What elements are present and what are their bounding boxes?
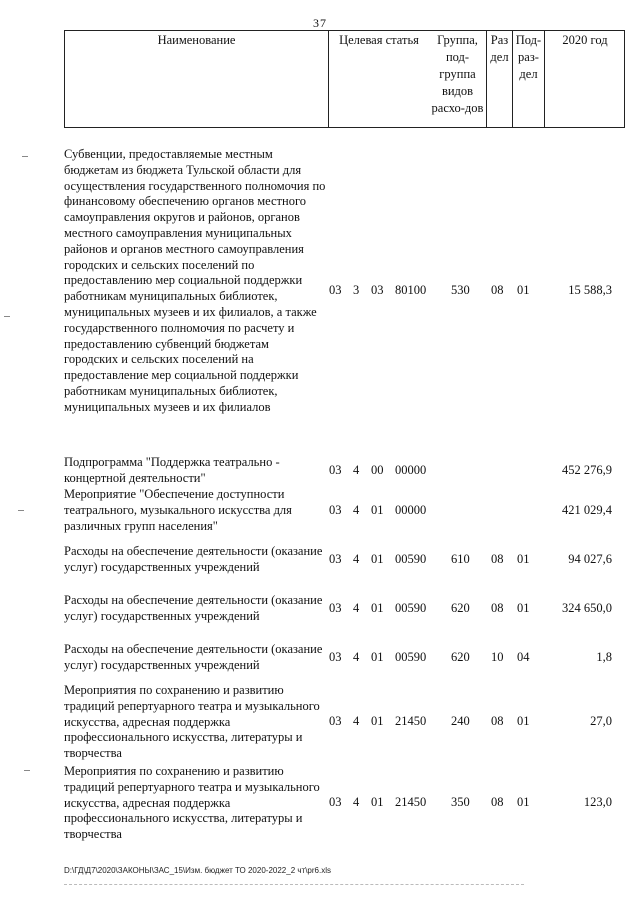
row-code-direction: 21450	[395, 795, 427, 809]
row-name: Расходы на обеспечение деятельности (оказание услуг) государственных учреждений	[64, 544, 323, 574]
row-code-subprogram: 4	[353, 503, 360, 517]
header-year: 2020 год	[562, 33, 608, 47]
row-razdel: 08	[491, 552, 504, 566]
footer-divider	[64, 884, 524, 885]
header-name: Наименование	[157, 33, 236, 47]
row-code-event: 01	[371, 601, 384, 615]
row-code-subprogram: 4	[353, 552, 360, 566]
row-code-program: 03	[329, 601, 342, 615]
row-code-event: 00	[371, 463, 384, 477]
row-podrazdel: 01	[517, 283, 530, 297]
row-razdel: 10	[491, 650, 504, 664]
row-code-event: 01	[371, 714, 384, 728]
row-code-subprogram: 4	[353, 650, 360, 664]
header-group: Группа, под-группа видов расхо-дов	[431, 33, 484, 115]
row-code-direction: 80100	[395, 283, 427, 297]
row-code-direction: 00000	[395, 503, 427, 517]
row-name: Расходы на обеспечение деятельности (оказание услуг) государственных учреждений	[64, 593, 323, 623]
header-razdel: Раз дел	[490, 33, 509, 64]
row-podrazdel: 01	[517, 795, 530, 809]
row-name: Расходы на обеспечение деятельности (оказание услуг) государственных учреждений	[64, 642, 323, 672]
table-header	[64, 30, 625, 128]
row-razdel: 08	[491, 601, 504, 615]
row-razdel: 08	[491, 714, 504, 728]
row-amount: 1,8	[596, 650, 612, 664]
row-group: 620	[451, 601, 470, 615]
row-amount: 452 276,9	[562, 463, 612, 477]
row-code-direction: 00590	[395, 552, 427, 566]
row-code-program: 03	[329, 714, 342, 728]
row-amount: 27,0	[590, 714, 612, 728]
file-path-footer: D:\ГД\Д7\2020\ЗАКОНЫ\ЗАС_15\Изм. бюджет ТО 2020-2022_2 чт\pr6.xls	[64, 866, 331, 875]
row-group: 530	[451, 283, 470, 297]
header-target-article: Целевая статья	[328, 31, 429, 127]
row-name: Подпрограмма "Поддержка театрально - концертной деятельности"	[64, 455, 280, 485]
row-code-direction: 00590	[395, 650, 427, 664]
row-code-subprogram: 4	[353, 601, 360, 615]
row-code-event: 01	[371, 795, 384, 809]
row-code-event: 01	[371, 650, 384, 664]
row-podrazdel: 01	[517, 552, 530, 566]
header-podrazdel: Под-раз-дел	[515, 33, 542, 81]
row-code-event: 01	[371, 503, 384, 517]
margin-mark	[22, 156, 28, 157]
margin-mark	[18, 510, 24, 511]
row-podrazdel: 04	[517, 650, 530, 664]
row-code-event: 01	[371, 552, 384, 566]
row-code-program: 03	[329, 463, 342, 477]
row-razdel: 08	[491, 283, 504, 297]
margin-mark	[24, 770, 30, 771]
row-podrazdel: 01	[517, 601, 530, 615]
row-amount: 421 029,4	[562, 503, 612, 517]
row-group: 350	[451, 795, 470, 809]
row-name: Мероприятие "Обеспечение доступности театрального, музыкального искусства для различных групп населения"	[64, 487, 292, 533]
row-podrazdel: 01	[517, 714, 530, 728]
row-group: 620	[451, 650, 470, 664]
row-code-subprogram: 3	[353, 283, 360, 297]
row-code-direction: 21450	[395, 714, 427, 728]
row-code-event: 03	[371, 283, 384, 297]
row-amount: 94 027,6	[568, 552, 612, 566]
row-code-program: 03	[329, 283, 342, 297]
row-code-program: 03	[329, 650, 342, 664]
row-code-program: 03	[329, 795, 342, 809]
row-name: Субвенции, предоставляемые местным бюджетам из бюджета Тульской области для осуществления государственного полномочия по финансовому обеспечению органов местного самоуправления округов и районов, органов местного самоуправления муниципальных районов и органов местного самоуправления городских и сельских поселений по предоставлению мер социальной поддержки работникам муниципальных библиотек, муниципальных музеев и их филиалов, а также государственного полномочия по расчету и предоставлению субвенций бюджетам городских и сельских поселений на предоставление мер социальной поддержки работникам муниципальных библиотек, муниципальных музеев и их филиалов	[64, 147, 326, 414]
row-code-subprogram: 4	[353, 795, 360, 809]
row-code-direction: 00000	[395, 463, 427, 477]
row-code-direction: 00590	[395, 601, 427, 615]
row-name: Мероприятия по сохранению и развитию традиций репертуарного театра и музыкального искусства, адресная поддержка профессионального искусства, литературы и творчества	[64, 683, 320, 761]
row-code-subprogram: 4	[353, 714, 360, 728]
row-code-program: 03	[329, 552, 342, 566]
row-code-program: 03	[329, 503, 342, 517]
row-amount: 324 650,0	[562, 601, 612, 615]
margin-mark	[4, 316, 10, 317]
row-amount: 123,0	[583, 795, 612, 809]
row-group: 240	[451, 714, 470, 728]
row-razdel: 08	[491, 795, 504, 809]
row-code-subprogram: 4	[353, 463, 360, 477]
row-amount: 15 588,3	[568, 283, 612, 297]
page-number: 37	[313, 16, 327, 30]
row-name: Мероприятия по сохранению и развитию традиций репертуарного театра и музыкального искусства, адресная поддержка профессионального искусства, литературы и творчества	[64, 764, 320, 842]
row-group: 610	[451, 552, 470, 566]
